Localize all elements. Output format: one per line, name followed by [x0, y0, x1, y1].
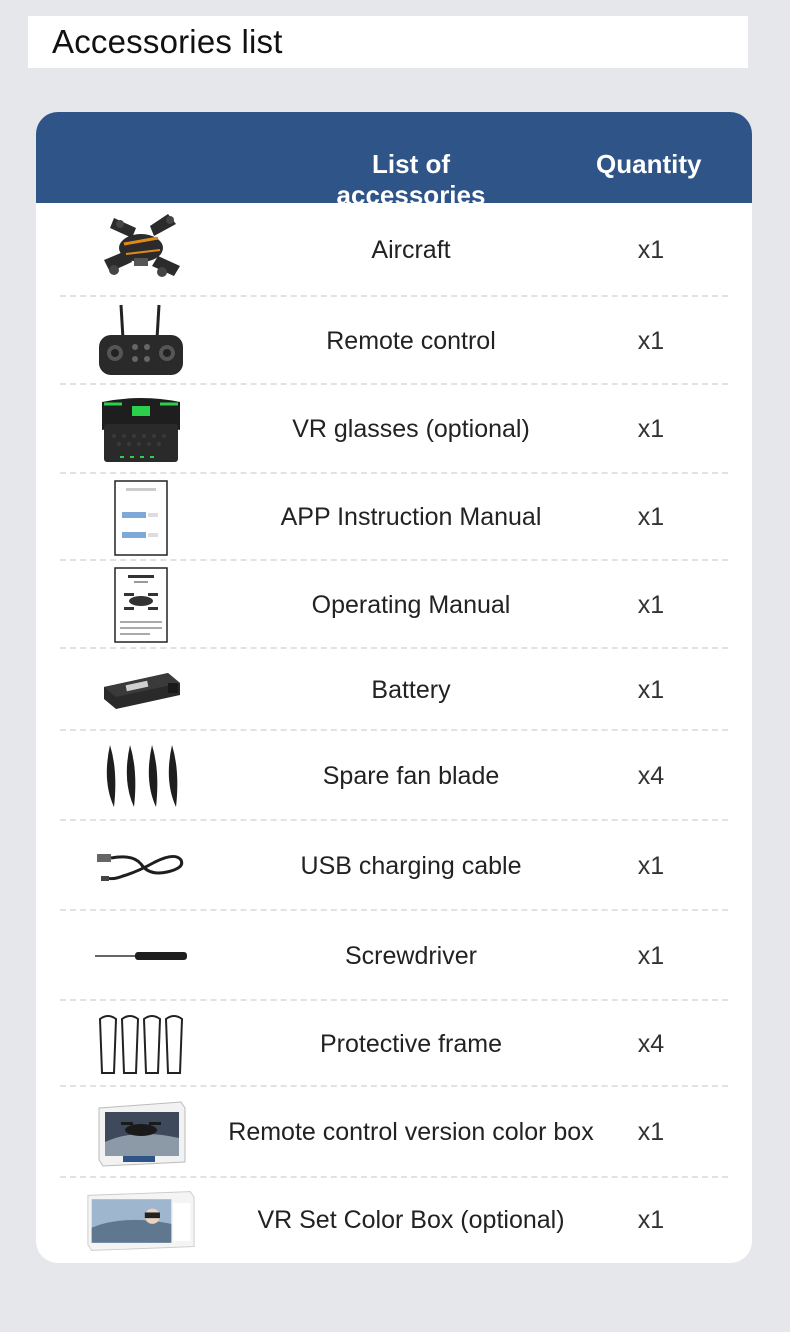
item-name: Remote control version color box: [228, 1118, 594, 1146]
item-quantity: x1: [637, 941, 665, 970]
column-header-quantity: Quantity: [596, 149, 702, 179]
item-quantity: x1: [637, 1118, 665, 1146]
remote-control-icon: [86, 297, 196, 385]
table-row: [36, 1087, 752, 1178]
table-row: [36, 203, 752, 297]
table-row: [36, 561, 752, 649]
color-box-icon: [86, 1087, 196, 1178]
column-header-name: List of accessories: [336, 149, 486, 210]
item-name: USB charging cable: [300, 851, 522, 880]
table-row: [36, 297, 752, 385]
item-quantity: x1: [637, 503, 665, 531]
item-name: Aircraft: [371, 235, 451, 264]
vr-glasses-icon: [86, 385, 196, 474]
item-quantity: x1: [637, 235, 665, 264]
item-name: VR glasses (optional): [292, 415, 530, 443]
title-bar: [28, 16, 748, 68]
usb-cable-icon: [86, 821, 196, 911]
table-row: [36, 731, 752, 821]
item-name: Protective frame: [319, 1029, 502, 1058]
protective-frame-icon: [86, 1001, 196, 1087]
table-row: [36, 649, 752, 731]
battery-icon: [86, 649, 196, 731]
table-row: [36, 1178, 752, 1263]
item-quantity: x1: [637, 415, 665, 443]
item-quantity: x1: [637, 675, 665, 704]
item-quantity: x4: [637, 761, 665, 790]
item-quantity: x1: [637, 851, 665, 880]
item-quantity: x1: [637, 326, 665, 355]
item-name: Spare fan blade: [322, 761, 500, 790]
table-row: [36, 474, 752, 561]
item-name: APP Instruction Manual: [280, 503, 542, 531]
item-quantity: x4: [637, 1029, 665, 1058]
table-row: [36, 911, 752, 1001]
propeller-blades-icon: [86, 731, 196, 821]
item-name: VR Set Color Box (optional): [257, 1206, 565, 1234]
item-name: Operating Manual: [311, 590, 511, 619]
app-manual-icon: [86, 474, 196, 561]
table-row: [36, 1001, 752, 1087]
vr-color-box-icon: [86, 1178, 196, 1263]
page-title: Accessories list: [52, 23, 283, 60]
screwdriver-icon: [86, 911, 196, 1001]
table-row: [36, 385, 752, 474]
drone-icon: [86, 203, 196, 297]
item-name: Battery: [371, 675, 451, 704]
item-quantity: x1: [637, 590, 665, 619]
item-name: Remote control: [326, 326, 496, 355]
item-name: Screwdriver: [345, 941, 477, 970]
item-quantity: x1: [637, 1206, 665, 1234]
accessories-table: [36, 112, 752, 1263]
table-row: [36, 821, 752, 911]
table-header: [36, 112, 752, 210]
operating-manual-icon: [86, 561, 196, 649]
